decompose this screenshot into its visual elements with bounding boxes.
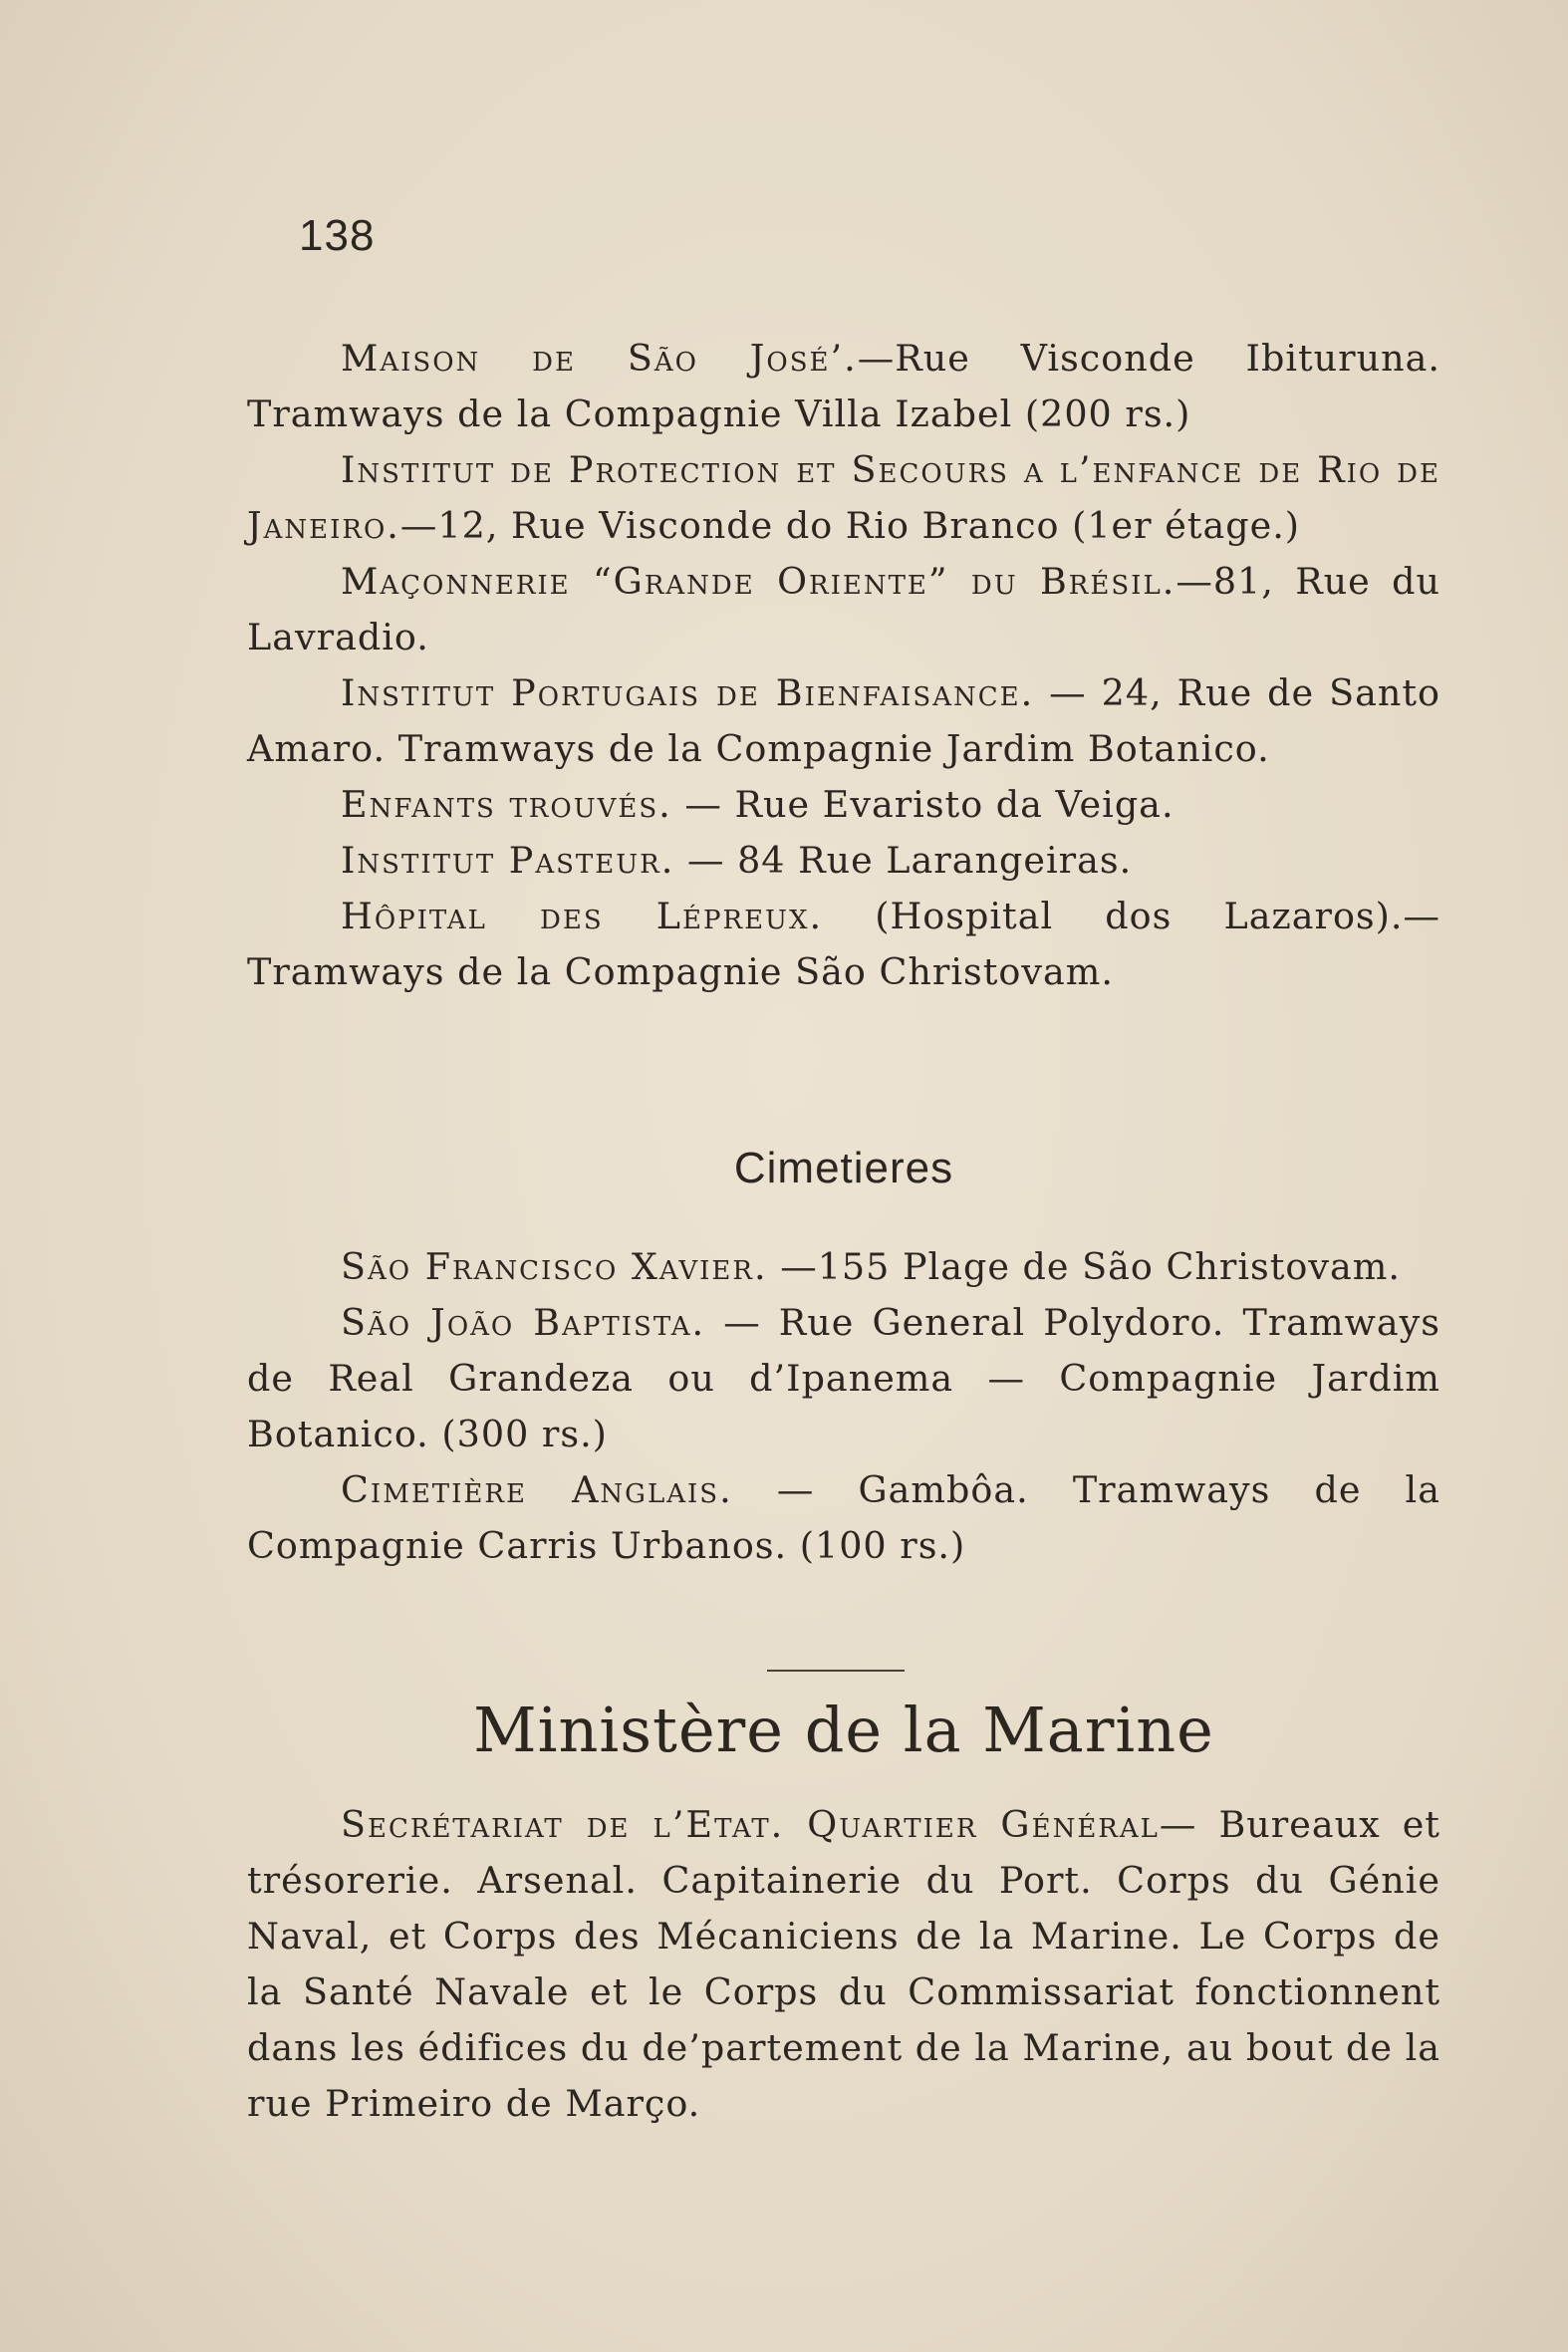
entry-title: Institut Pasteur.	[341, 839, 675, 882]
entry-title: Maçonnerie “Grande Oriente” du Brésil.	[341, 560, 1176, 603]
entry	[247, 554, 1440, 665]
entry	[247, 777, 1440, 833]
entries-block-institutions	[247, 331, 1440, 1000]
entry-text: — Bureaux et trésorerie. Arsenal. Capitainerie du Port. Corps du Génie Naval, et Corps des Mécaniciens de la Marine. Le Corps de la Santé Navale et le Corps du Commissariat fonctionnent dans les édifices du de’partement de la Marine, au bout de la rue Primeiro de Março.	[247, 1803, 1440, 2125]
entry	[247, 665, 1440, 777]
section-divider	[767, 1670, 905, 1672]
entry-title: Hôpital des Lépreux.	[341, 895, 824, 937]
entry-title: Maison de São José’.	[341, 337, 858, 380]
entry	[247, 1462, 1440, 1574]
entry-text: —81, Rue du Lavradio.	[247, 560, 1440, 658]
entry	[247, 1295, 1440, 1462]
entry-title: São Francisco Xavier.	[341, 1245, 768, 1288]
entry	[247, 889, 1440, 1000]
entries-block-marine	[247, 1797, 1440, 2132]
entry-title: São João Baptista.	[341, 1301, 706, 1344]
entry	[247, 1239, 1440, 1295]
page-number: 138	[299, 211, 376, 260]
entries-block-cemeteries	[247, 1239, 1440, 1574]
entry-text: — Gambôa. Tramways de la Compagnie Carris Urbanos. (100 rs.)	[247, 1468, 1440, 1567]
entry-text: (Hospital dos Lazaros).—Tramways de la Compagnie São Christovam.	[247, 895, 1440, 993]
entry-title: Institut Portugais de Bienfaisance.	[341, 671, 1035, 714]
entry-title: Institut de Protection et Secours a l’enfance de Rio de Janeiro.	[247, 448, 1440, 547]
entry-text: — 24, Rue de Santo Amaro. Tramways de la Compagnie Jardim Botanico.	[247, 671, 1440, 770]
entry-title: Enfants trouvés.	[341, 783, 672, 826]
entry-text: —155 Plage de São Christovam.	[767, 1245, 1401, 1288]
section-heading-cimetieres: Cimetieres	[733, 1144, 954, 1192]
entry-text: — Rue General Polydoro. Tramways de Real Grandeza ou d’Ipanema — Compagnie Jardim Botanico. (300 rs.)	[247, 1301, 1440, 1455]
section-heading-marine: Ministère de la Marine	[473, 1694, 1214, 1766]
entry	[247, 442, 1440, 554]
entry-text: — 84 Rue Larangeiras.	[674, 839, 1133, 882]
entry-title: Secrétariat de l’Etat. Quartier Général	[341, 1803, 1160, 1846]
entry	[247, 1797, 1440, 2132]
entry-title: Cimetière Anglais.	[341, 1468, 733, 1511]
entry-text: — Rue Evaristo da Veiga.	[671, 783, 1175, 826]
entry-text: —12, Rue Visconde do Rio Branco (1er étage.)	[399, 504, 1301, 547]
entry	[247, 331, 1440, 442]
entry-text: —Rue Visconde Ibituruna. Tramways de la Compagnie Villa Izabel (200 rs.)	[247, 337, 1441, 435]
entry	[247, 833, 1440, 889]
